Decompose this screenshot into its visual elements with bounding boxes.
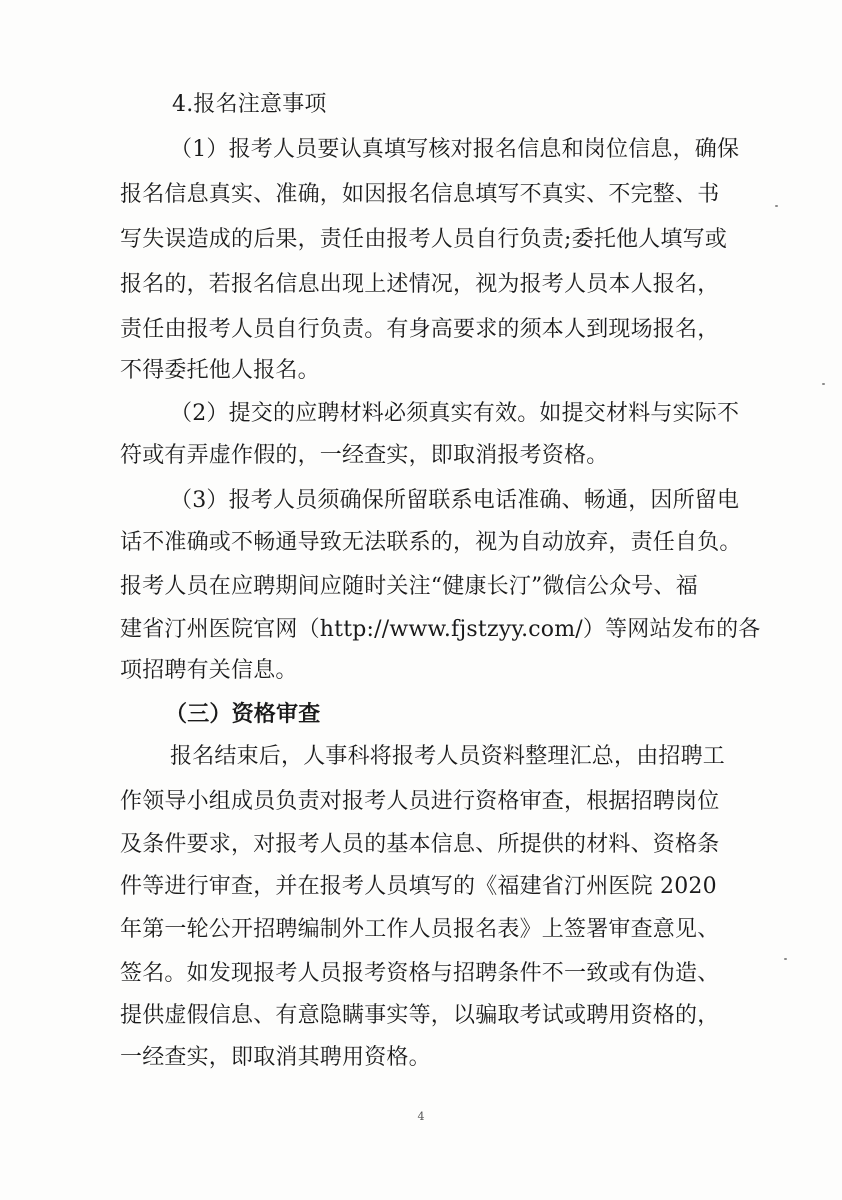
item3-line-2: 话不准确或不畅通导致无法联系的，视为自动放弃，责任自负。 [120,530,742,555]
section3-line-3: 及条件要求，对报考人员的基本信息、所提供的材料、资格条 [120,832,720,857]
item1-line-1: （1）报考人员要认真填写核对报名信息和岗位信息，确保 [170,137,740,162]
section3-line-5: 年第一轮公开招聘编制外工作人员报名表》上签署审查意见、 [120,917,720,942]
item1-line-2: 报名信息真实、准确，如因报名信息填写不真实、不完整、书 [120,182,720,207]
section3-line-4: 件等进行审查，并在报考人员填写的《福建省汀州医院 2020 [120,874,717,899]
item2-line-1: （2）提交的应聘材料必须真实有效。如提交材料与实际不 [170,401,740,426]
scan-speck [822,383,825,385]
heading-4: 4.报名注意事项 [172,92,327,117]
scan-speck [784,958,787,960]
item1-line-5: 责任由报考人员自行负责。有身高要求的须本人到现场报名， [120,317,720,342]
item1-line-3: 写失误造成的后果，责任由报考人员自行负责;委托他人填写或 [120,227,728,252]
section3-line-7: 提供虚假信息、有意隐瞒事实等，以骗取考试或聘用资格的， [120,1003,720,1028]
section3-line-8: 一经查实，即取消其聘用资格。 [120,1045,431,1070]
page-number: 4 [417,1110,425,1123]
section3-line-6: 签名。如发现报考人员报考资格与招聘条件不一致或有伪造、 [120,961,720,986]
item3-line-4: 建省汀州医院官网（http://www.fjstzyy.com/）等网站发布的各 [120,617,761,642]
scan-speck [775,205,778,207]
section3-line-2: 作领导小组成员负责对报考人员进行资格审查，根据招聘岗位 [120,789,720,814]
section3-line-1: 报名结束后，人事科将报考人员资料整理汇总，由招聘工 [170,744,726,769]
section3-heading: （三）资格审查 [165,701,321,727]
item3-line-5: 项招聘有关信息。 [120,658,298,683]
item1-line-4: 报名的，若报名信息出现上述情况，视为报考人员本人报名， [120,272,720,297]
item1-line-6: 不得委托他人报名。 [120,358,320,383]
item3-line-3: 报考人员在应聘期间应随时关注“健康长汀”微信公众号、福 [120,574,698,599]
item3-line-1: （3）报考人员须确保所留联系电话准确、畅通，因所留电 [170,488,740,513]
item2-line-2: 符或有弄虚作假的，一经查实，即取消报考资格。 [120,443,609,468]
